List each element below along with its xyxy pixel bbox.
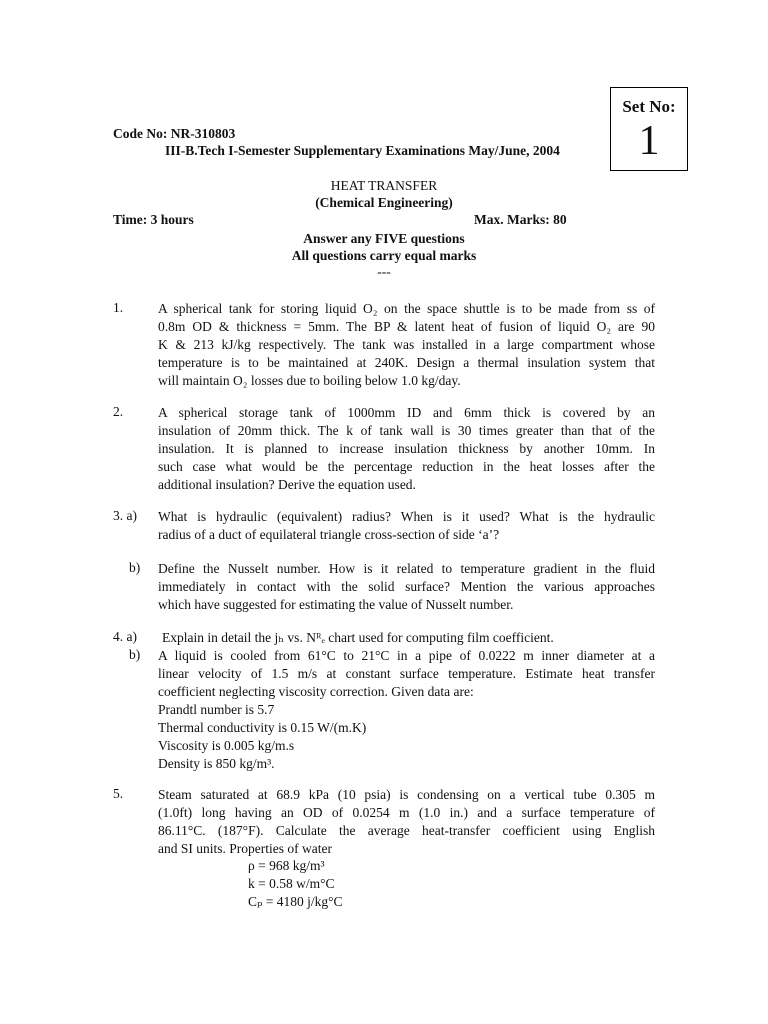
question-5-number: 5.	[113, 786, 124, 801]
question-3a-text	[158, 508, 655, 544]
data-line: Viscosity is 0.005 kg/m.s	[158, 738, 295, 753]
question-3b-label: b)	[129, 560, 141, 575]
question-line: insulation of 20mm thick. The k of tank wall is 30 times greater than that of the	[158, 423, 655, 438]
question-1-text	[158, 300, 655, 390]
question-2-text	[158, 404, 655, 494]
set-label: Set No:	[622, 97, 676, 116]
question-4b-text	[158, 647, 655, 773]
property-density: ρ = 968 kg/m³	[248, 858, 325, 873]
question-line: K & 213 kJ/kg respectively. The tank was installed in a large compartment whose	[158, 337, 655, 352]
question-line: insulation. It is planned to increase insulation thickness by another 10mm. In	[158, 441, 655, 456]
question-line: additional insulation? Derive the equation used.	[158, 477, 416, 492]
question-4b-label: b)	[129, 647, 141, 662]
question-line: and SI units. Properties of water	[158, 841, 332, 856]
question-line: immediately in contact with the solid surface? Mention the various approaches	[158, 579, 655, 594]
question-line: (1.0ft) long having an OD of 0.0254 m (1.0 in.) and a surface temperature of	[158, 805, 655, 820]
subject-title: HEAT TRANSFER	[330, 178, 438, 193]
question-line: What is hydraulic (equivalent) radius? When is it used? What is the hydraulic	[158, 509, 655, 524]
instruction-marks: All questions carry equal marks	[291, 248, 477, 263]
set-number: 1	[638, 118, 660, 164]
question-line: Steam saturated at 68.9 kPa (10 psia) is condensing on a vertical tube 0.305 m	[158, 787, 655, 802]
question-line: Define the Nusselt number. How is it related to temperature gradient in the fluid	[158, 561, 655, 576]
branch-name: (Chemical Engineering)	[315, 195, 453, 210]
max-marks: Max. Marks: 80	[474, 212, 567, 227]
question-4a-number: 4. a)	[113, 629, 137, 644]
question-3b-text	[158, 560, 655, 614]
question-line: will maintain O₂ losses due to boiling below 1.0 kg/day.	[158, 373, 461, 388]
question-line: temperature is to be maintained at 240K. Design a thermal insulation system that	[158, 355, 655, 370]
question-line: A liquid is cooled from 61°C to 21°C in a pipe of 0.0222 m inner diameter at a	[158, 648, 655, 663]
separator: ---	[377, 264, 391, 279]
data-line: Thermal conductivity is 0.15 W/(m.K)	[158, 720, 367, 735]
question-5-text	[158, 786, 655, 858]
property-conductivity: k = 0.58 w/m°C	[248, 876, 335, 891]
question-line: 86.11°C. (187°F). Calculate the average heat-transfer coefficient using English	[158, 823, 655, 838]
data-line: Prandtl number is 5.7	[158, 702, 275, 717]
exam-title: III-B.Tech I-Semester Supplementary Examinations May/June, 2004	[165, 143, 560, 158]
instruction-answer: Answer any FIVE questions	[303, 231, 465, 246]
question-line: radius of a duct of equilateral triangle cross-section of side ‘a’?	[158, 527, 500, 542]
question-line: linear velocity of 1.5 m/s at constant surface temperature. Estimate heat transfer	[158, 666, 655, 681]
question-line: 0.8m OD & thickness = 5mm. The BP & latent heat of fusion of liquid O₂ are 90	[158, 319, 655, 334]
question-line: such case what would be the percentage reduction in the heat losses after the	[158, 459, 655, 474]
question-4a-text: Explain in detail the jₕ vs. Nᴿₑ chart used for computing film coefficient.	[162, 630, 554, 645]
set-number-box	[610, 87, 688, 171]
question-line: which have suggested for estimating the value of Nusselt number.	[158, 597, 514, 612]
question-line: coefficient neglecting viscosity correction. Given data are:	[158, 684, 474, 699]
question-line: A spherical tank for storing liquid O₂ on the space shuttle is to be made from ss of	[158, 301, 655, 316]
code-number: Code No: NR-310803	[113, 126, 236, 141]
question-2-number: 2.	[113, 404, 124, 419]
question-line: A spherical storage tank of 1000mm ID and 6mm thick is covered by an	[158, 405, 655, 420]
question-1-number: 1.	[113, 300, 124, 315]
data-line: Density is 850 kg/m³.	[158, 756, 275, 771]
exam-time: Time: 3 hours	[113, 212, 194, 227]
question-3a-number: 3. a)	[113, 508, 137, 523]
property-specific-heat: Cₚ = 4180 j/kg°C	[248, 894, 343, 909]
